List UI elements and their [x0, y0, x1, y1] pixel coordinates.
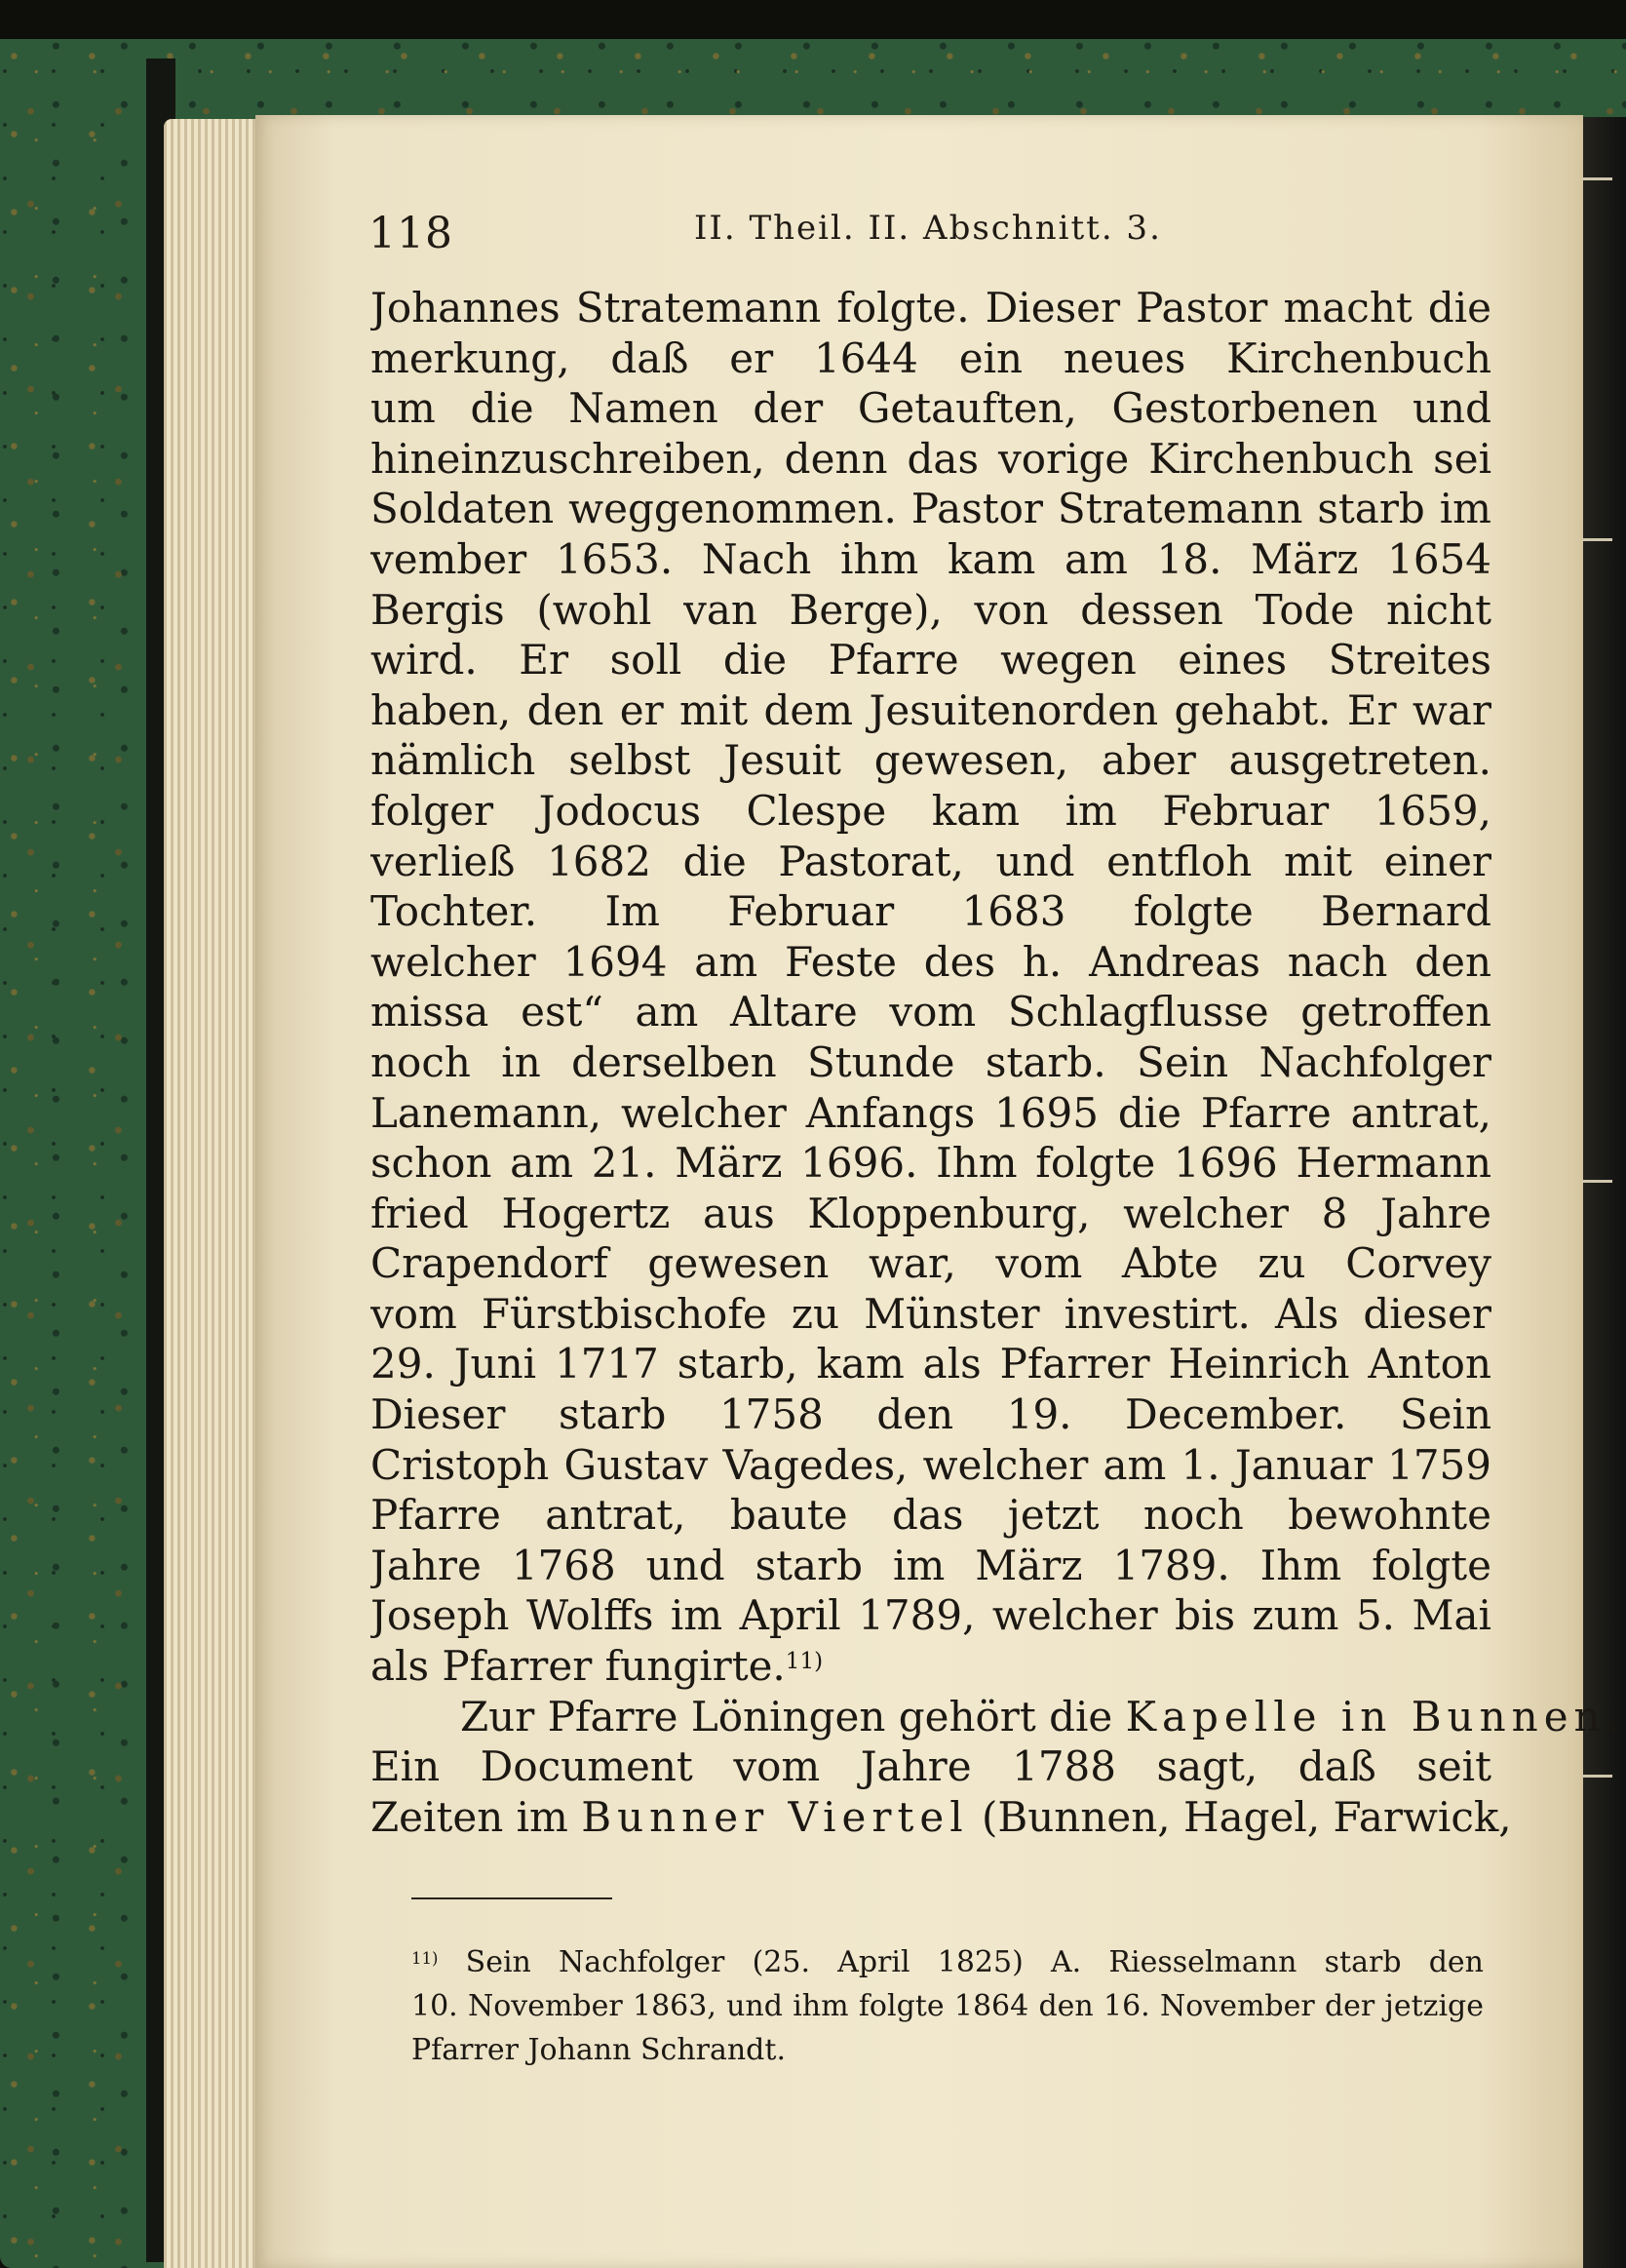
text-line: Ein Document vom Jahre 1788 sagt, daß seit: [370, 1742, 1491, 1791]
paragraph-end-line: [370, 1641, 1491, 1692]
text-line: Tochter. Im Februar 1683 folgte Bernard: [370, 887, 1491, 936]
emphasized-text: Bunner Viertel: [581, 1792, 969, 1841]
text-line: um die Namen der Getauften, Gestorbenen und: [370, 384, 1491, 433]
text-line: folger Jodocus Clespe kam im Februar 1659,: [370, 786, 1491, 835]
text-line: missa est“ am Altare vom Schlagflusse getroffen: [370, 988, 1491, 1036]
text-fragment: Zeiten im: [370, 1792, 582, 1841]
text-line: merkung, daß er 1644 ein neues Kirchenbuch: [370, 333, 1491, 382]
footnote-line: Pfarrer Johann Schrandt.: [411, 2033, 786, 2067]
text-fragment: Zur Pfarre Löningen gehört die: [460, 1692, 1126, 1740]
text-line: vember 1653. Nach ihm kam am 18. März 1654: [370, 534, 1491, 583]
text-line: Cristoph Gustav Vagedes, welcher am 1. Januar 1759: [370, 1440, 1491, 1489]
text-line: wird. Er soll die Pfarre wegen eines Streites: [370, 636, 1491, 684]
footnote: [411, 1940, 1484, 2072]
footnote-divider: [411, 1897, 612, 1899]
emphasized-text: Kapelle in Bunnen.: [1125, 1692, 1625, 1740]
text-line: [370, 1792, 1512, 1843]
page-number: 118: [368, 209, 453, 258]
body-text: [370, 283, 1625, 1842]
text-line: Soldaten weggenommen. Pastor Stratemann starb im: [370, 485, 1491, 533]
text-line: welcher 1694 am Feste des h. Andreas nach den: [370, 937, 1491, 986]
text-line: schon am 21. März 1696. Ihm folgte 1696 Hermann: [370, 1139, 1491, 1188]
text-fragment: (Bunnen, Hagel, Farwick,: [968, 1792, 1512, 1841]
footnote-line: 10. November 1863, und ihm folgte 1864 den 16. November der jetzige: [411, 1989, 1484, 2023]
running-head: II. Theil. II. Abschnitt. 3.: [694, 209, 1162, 248]
text-line: noch in derselben Stunde starb. Sein Nachfolger: [370, 1037, 1491, 1086]
text-line: vom Fürstbischofe zu Münster investirt. Als dieser: [370, 1289, 1491, 1338]
text-line: Jahre 1768 und starb im März 1789. Ihm folgte: [370, 1541, 1491, 1589]
text-line: haben, den er mit dem Jesuitenorden gehabt. Er war: [370, 685, 1491, 734]
text-line: Pfarre antrat, baute das jetzt noch bewohnte: [370, 1491, 1491, 1540]
text-line: Crapendorf gewesen war, vom Abte zu Corvey: [370, 1239, 1491, 1288]
text-line: Joseph Wolffs im April 1789, welcher bis zum 5. Mai: [370, 1591, 1491, 1640]
text-fragment: Sein Nachfolger (25. April 1825) A. Riesselmann starb den: [465, 1945, 1484, 1979]
text-line: Bergis (wohl van Berge), von dessen Tode nicht: [370, 585, 1491, 634]
text-line: verließ 1682 die Pastorat, und entfloh mit einer: [370, 837, 1491, 885]
text-line: 29. Juni 1717 starb, kam als Pfarrer Heinrich Anton: [370, 1340, 1491, 1388]
text-line: Johannes Stratemann folgte. Dieser Pastor macht die: [370, 284, 1491, 332]
footnote-line: [411, 1940, 1484, 1984]
text-fragment: als Pfarrer fungirte.: [370, 1642, 786, 1691]
footnote-marker: 11): [411, 1949, 439, 1968]
text-line: nämlich selbst Jesuit gewesen, aber ausgetreten.: [370, 736, 1491, 785]
text-line: Lanemann, welcher Anfangs 1695 die Pfarre antrat,: [370, 1088, 1491, 1137]
footnote-reference: 11): [785, 1649, 824, 1675]
text-line: fried Hogertz aus Kloppenburg, welcher 8 Jahre: [370, 1189, 1491, 1237]
paragraph-start-line: [370, 1692, 1625, 1742]
text-line: hineinzuschreiben, denn das vorige Kirchenbuch sei: [370, 434, 1491, 483]
text-line: Dieser starb 1758 den 19. December. Sein: [370, 1390, 1491, 1439]
